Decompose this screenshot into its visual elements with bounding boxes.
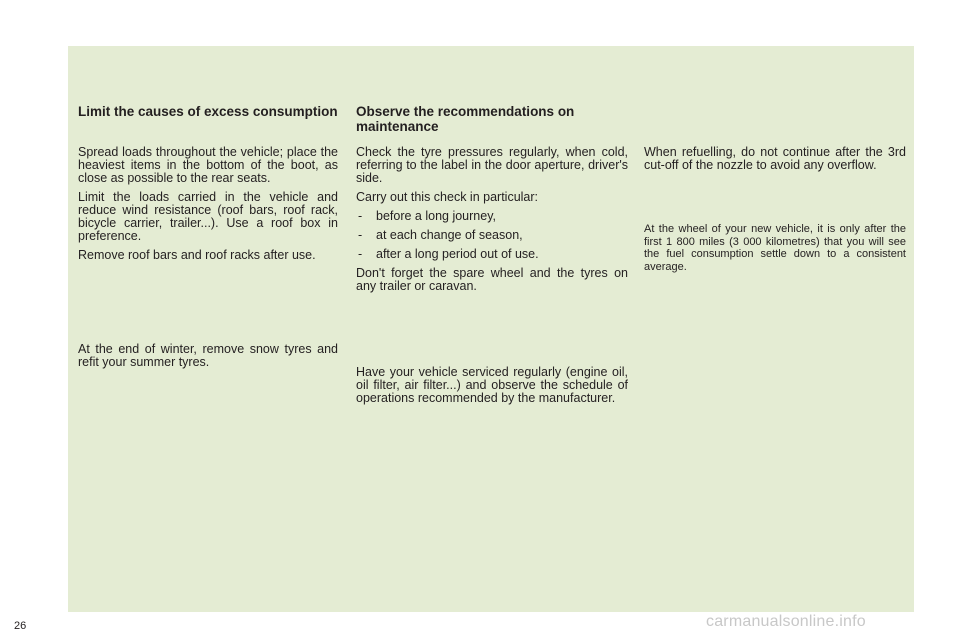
dash-marker: - <box>358 228 363 242</box>
paragraph-spread-loads: Spread loads throughout the vehicle; place the heaviest items in the bottom of the boot, as close as possible to the rear seats. <box>78 145 338 185</box>
paragraph-limit-loads: Limit the loads carried in the vehicle and reduce wind resistance (roof bars, roof rack, bicycle carrier, trailer...). Use a roof box in preference. <box>78 190 338 243</box>
section-servicing <box>356 366 628 405</box>
section-fuel-consumption <box>644 223 906 273</box>
page-number: 26 <box>14 620 27 632</box>
list-item: - at each change of season, <box>358 228 523 242</box>
paragraph-winter-tyres: At the end of winter, remove snow tyres and refit your summer tyres. <box>78 342 338 369</box>
section-title-excess-consumption <box>78 104 338 119</box>
dash-marker: - <box>358 247 363 261</box>
section-refuelling <box>644 146 906 172</box>
paragraph-servicing: Have your vehicle serviced regularly (engine oil, oil filter, air filter...) and observe the schedule of operations recommended by the manufacturer. <box>356 365 628 405</box>
heading-maintenance: Observe the recommendations on maintenance <box>356 104 575 134</box>
watermark: carmanualsonline.info <box>706 613 866 630</box>
section-winter-tyres <box>78 343 338 369</box>
section-title-maintenance <box>356 104 628 134</box>
dash-marker: - <box>358 209 363 223</box>
check-list <box>356 210 628 261</box>
paragraph-tyre-pressures: Check the tyre pressures regularly, when cold, referring to the label in the door aperture, driver's side. <box>356 145 628 185</box>
list-item: - before a long journey, <box>358 209 496 223</box>
paragraph-remove-roof-bars: Remove roof bars and roof racks after use. <box>78 248 316 262</box>
heading-excess-consumption: Limit the causes of excess consumption <box>78 104 338 119</box>
section-maintenance-body <box>356 146 628 293</box>
paragraph-refuelling: When refuelling, do not continue after the 3rd cut-off of the nozzle to avoid any overflow. <box>644 145 906 172</box>
paragraph-spare-wheel: Don't forget the spare wheel and the tyres on any trailer or caravan. <box>356 266 628 293</box>
list-item: - after a long period out of use. <box>358 247 539 261</box>
paragraph-check-in-particular: Carry out this check in particular: <box>356 190 539 204</box>
section-excess-consumption-body <box>78 146 338 262</box>
paragraph-fuel-consumption: At the wheel of your new vehicle, it is only after the first 1 800 miles (3 000 kilometres) that you will see the fuel consumption settle down to a consistent average. <box>644 223 906 273</box>
